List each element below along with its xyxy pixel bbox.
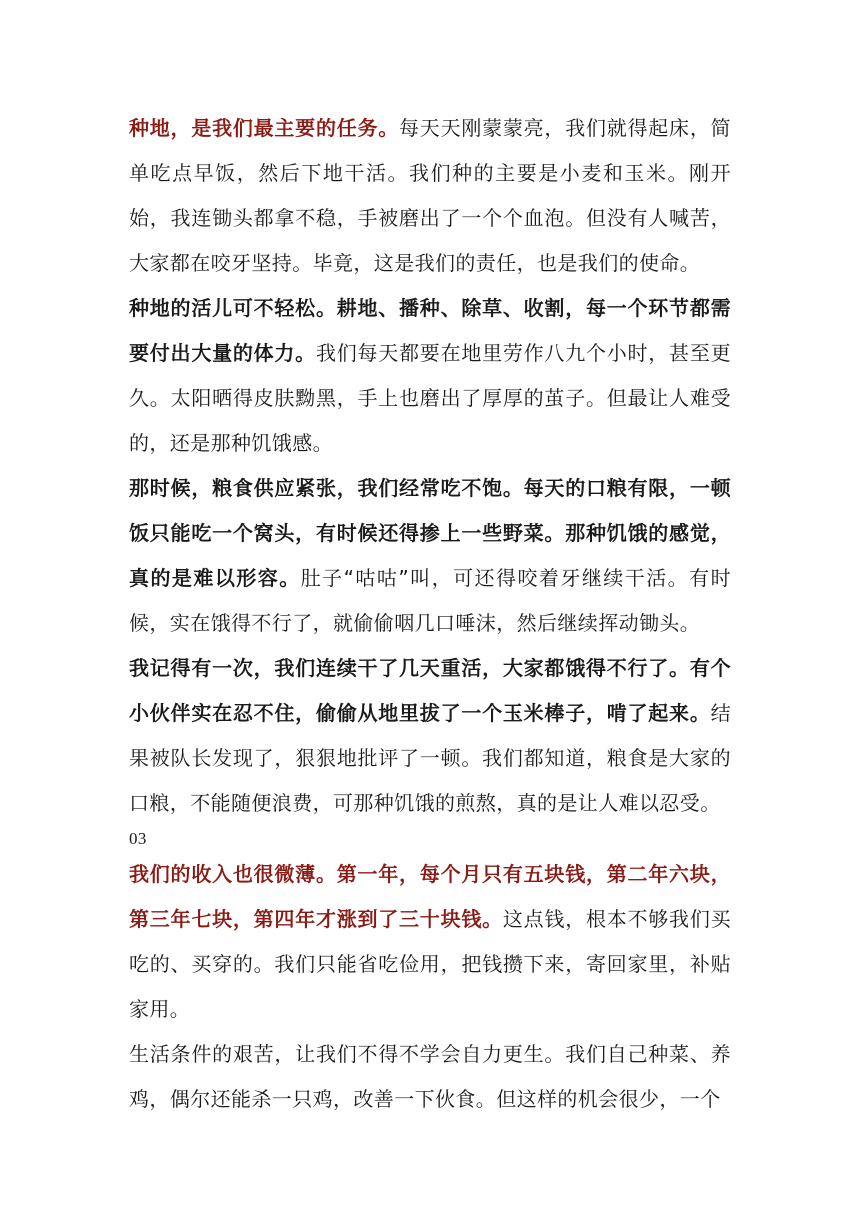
paragraph-text: 生活条件的艰苦，让我们不得不学会自力更生。我们自己种菜、养鸡，偶尔还能杀一只鸡，改善一下伙食。但这样的机会很少，一个: [129, 1042, 731, 1111]
paragraph-self-reliance: [129, 1032, 731, 1122]
paragraph-text: 结果被队长发现了，狠狠地批评了一顿。我们都知道，粮食是大家的口粮，不能随便浪费，可那种饥饿的煎熬，真的是让人难以忍受。: [129, 701, 731, 815]
document-body: [129, 106, 731, 1122]
paragraph-text: 我们每天都要在地里劳作八九个小时，甚至更久。太阳晒得皮肤黝黑，手上也磨出了厚厚的茧子。但最让人难受的，还是那种饥饿感。: [129, 341, 732, 455]
paragraph-income: [129, 852, 731, 1032]
paragraph-lead: 我们的收入也很微薄。第一年，每个月只有五块钱，第二年六块，第三年七块，第四年才涨到了三十块钱。: [129, 862, 731, 931]
paragraph-lead: 那时候，粮食供应紧张，我们经常吃不饱。每天的口粮有限，一顿饭只能吃一个窝头，有时候还得掺上一些野菜。那种饥饿的感觉，真的是难以形容。: [129, 476, 731, 590]
paragraph-text: 肚子“咕咕”叫，可还得咬着牙继续干活。有时候，实在饿得不行了，就偷偷咽几口唾沫，然后继续挥动锄头。: [129, 566, 732, 635]
paragraph-lead: 我记得有一次，我们连续干了几天重活，大家都饿得不行了。有个小伙伴实在忍不住，偷偷从地里拔了一个玉米棒子，啃了起来。: [129, 656, 731, 725]
paragraph-text: 这点钱，根本不够我们买吃的、买穿的。我们只能省吃俭用，把钱攒下来，寄回家里，补贴家用。: [129, 907, 732, 1021]
paragraph-corn-incident: [129, 646, 731, 826]
paragraph-farming-hard: [129, 286, 731, 466]
paragraph-lead: 种地的活儿可不轻松。耕地、播种、除草、收割，每一个环节都需要付出大量的体力。: [129, 296, 731, 365]
paragraph-lead: 种地，是我们最主要的任务。: [129, 116, 400, 140]
paragraph-food-shortage: [129, 466, 731, 646]
paragraph-text: 每天天刚蒙蒙亮，我们就得起床，简单吃点早饭，然后下地干活。我们种的主要是小麦和玉米。刚开始，我连锄头都拿不稳，手被磨出了一个个血泡。但没有人喊苦，大家都在咬牙坚持。毕竟，这是我们的责任，也是我们的使命。: [129, 116, 731, 275]
section-number: 03: [129, 829, 147, 848]
paragraph-farming-task: [129, 106, 731, 286]
